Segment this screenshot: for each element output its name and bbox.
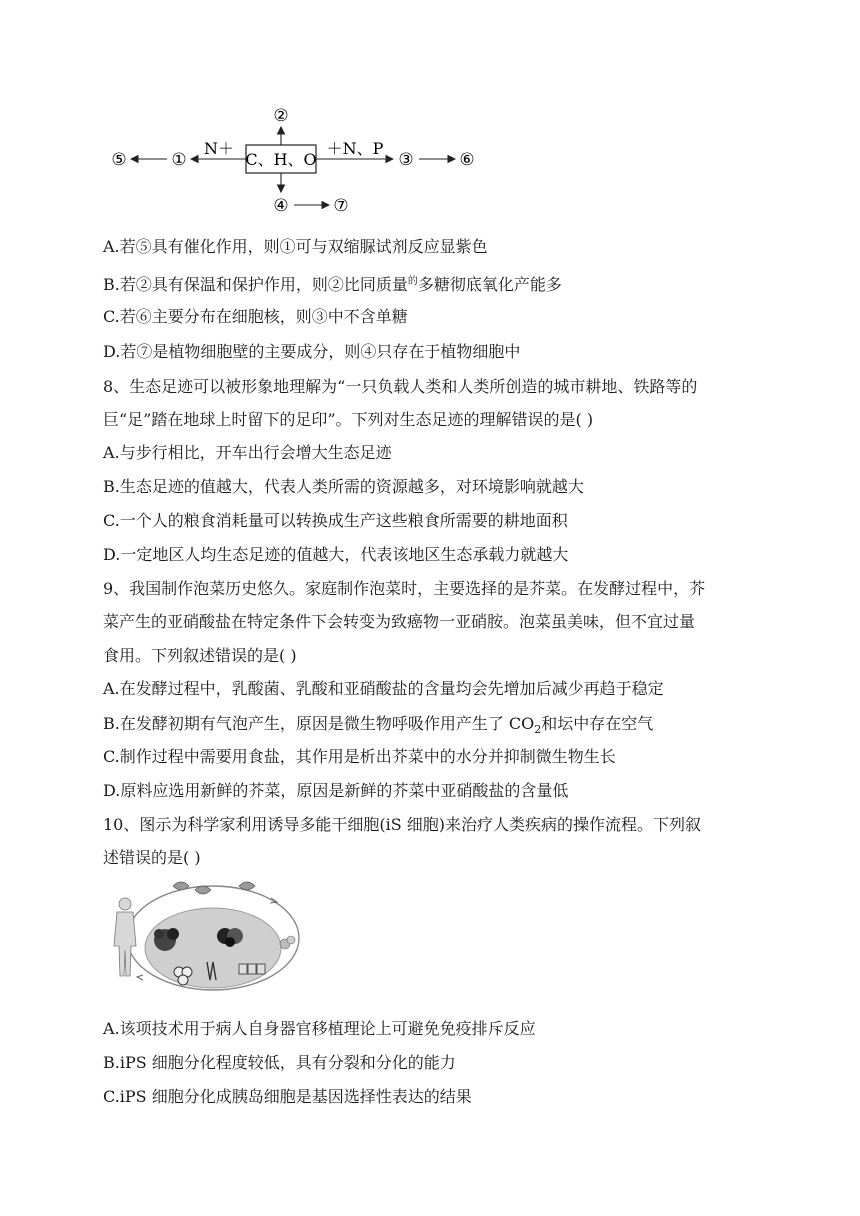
q8-option-a: A.与步行相比，开车出行会增大生态足迹	[103, 443, 392, 462]
node-3: ③	[398, 150, 414, 170]
right-arrow-label: ＋N、P	[326, 139, 384, 158]
q9-option-b-part1: B.在发酵初期有气泡产生，原因是微生物呼吸作用产生了 CO	[103, 714, 535, 733]
q8-option-b: B.生态足迹的值越大，代表人类所需的资源越多，对环境影响就越大	[103, 477, 584, 496]
q9-option-a: A.在发酵过程中，乳酸菌、乳酸和亚硝酸盐的含量均会先增加后减少再趋于稳定	[103, 679, 664, 698]
q9-stem-line-2: 菜产生的亚硝酸盐在特定条件下会转变为致癌物一亚硝胺。泡菜虽美味，但不宜过量	[103, 612, 696, 631]
node-1: ①	[171, 150, 187, 170]
q8-stem-line-2: 巨“足”踏在地球上时留下的足印”。下列对生态足迹的理解错误的是( )	[103, 410, 594, 429]
diagram-svg	[103, 100, 483, 220]
node-6: ⑥	[459, 150, 475, 170]
node-5: ⑤	[111, 150, 127, 170]
q9-option-d: D.原料应选用新鲜的芥菜，原因是新鲜的芥菜中亚硝酸盐的含量低	[103, 781, 569, 800]
q9-stem-line-1: 9、我国制作泡菜历史悠久。家庭制作泡菜时，主要选择的是芥菜。在发酵过程中，芥	[103, 579, 706, 598]
q7-option-c: C.若⑥主要分布在细胞核，则③中不含单糖	[103, 307, 408, 326]
q7-option-b-sup: 的	[407, 276, 418, 287]
ips-cell-flow-figure	[103, 876, 303, 998]
ips-figure-svg	[103, 876, 303, 998]
q10-option-b: B.iPS 细胞分化程度较低，具有分裂和分化的能力	[103, 1053, 456, 1072]
q8-option-c: C.一个人的粮食消耗量可以转换成生产这些粮食所需要的耕地面积	[103, 511, 568, 530]
q7-option-a: A.若⑤具有催化作用，则①可与双缩脲试剂反应显紫色	[103, 237, 488, 256]
node-4: ④	[273, 196, 289, 216]
q10-option-c: C.iPS 细胞分化成胰岛细胞是基因选择性表达的结果	[103, 1087, 472, 1106]
q9-option-b	[103, 713, 653, 741]
q7-option-b-part1: B.若②具有保温和保护作用，则②比同质量	[103, 275, 408, 294]
left-arrow-label: N＋	[203, 139, 235, 158]
substance-relationship-diagram	[103, 100, 483, 220]
human-figure-icon	[114, 898, 136, 976]
element-box-label: C、H、O	[245, 150, 317, 169]
q8-option-d: D.一定地区人均生态足迹的值越大，代表该地区生态承载力就越大	[103, 545, 569, 564]
fibroblast-cells-icon	[173, 882, 255, 894]
q7-option-d: D.若⑦是植物细胞壁的主要成分，则④只存在于植物细胞中	[103, 342, 521, 361]
node-7: ⑦	[333, 196, 349, 216]
q9-option-b-part2: 和坛中存在空气	[541, 714, 654, 733]
q9-option-b-subscript: 2	[534, 723, 542, 737]
q9-option-c: C.制作过程中需要用食盐，其作用是析出芥菜中的水分并抑制微生物生长	[103, 747, 616, 766]
q9-stem-line-3: 食用。下列叙述错误的是( )	[103, 646, 297, 665]
q8-stem-line-1: 8、生态足迹可以被形象地理解为“一只负载人类和人类所创造的城市耕地、铁路等的	[103, 377, 698, 396]
node-2: ②	[273, 106, 289, 126]
q10-option-a: A.该项技术用于病人自身器官移植理论上可避免免疫排斥反应	[103, 1019, 536, 1038]
q10-stem-line-2: 述错误的是( )	[103, 848, 201, 867]
q10-stem-line-1: 10、图示为科学家利用诱导多能干细胞(iS 细胞)来治疗人类疾病的操作流程。下列叙	[103, 815, 702, 834]
q7-option-b-part2: 多糖彻底氧化产能多	[417, 275, 562, 294]
q7-option-b	[103, 271, 562, 296]
